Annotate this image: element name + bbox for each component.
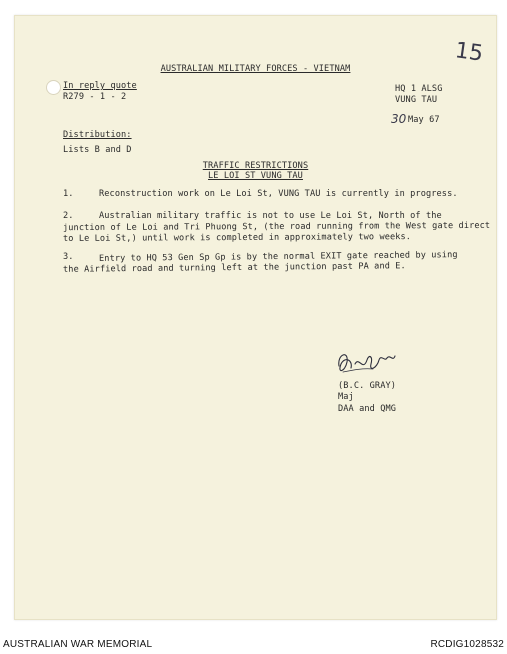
document-page [14,15,497,620]
footer-record-id: RCDIG1028532 [430,639,504,650]
title-line-2: LE LOI ST VUNG TAU [208,171,303,181]
date-month: May 67 [408,115,440,125]
para3-number: 3. [63,252,74,262]
hq-unit: HQ 1 ALSG [395,84,443,94]
para2-line2: junction of Le Loi and Tri Phuong St, (the road running from the West gate direct [62,220,491,234]
signatory-rank: Maj [338,392,354,402]
para2-number: 2. [63,211,74,221]
title-line-1: TRAFFIC RESTRICTIONS [202,161,309,171]
date-day-handwritten: 30 [391,112,407,126]
document-header: AUSTRALIAN MILITARY FORCES - VIETNAM [160,64,351,74]
reference-number: R279 - 1 - 2 [63,92,127,102]
signatory-role: DAA and QMG [338,404,397,414]
signatory-name: (B.C. GRAY) [338,381,397,391]
reply-quote-label: In reply quote [63,81,137,91]
hq-location: VUNG TAU [395,95,438,105]
para3-line1: Entry to HQ 53 Gen Sp Gp is by the normal EXIT gate reached by using [98,250,458,264]
page-mark-handwritten: 15 [453,38,485,67]
distribution-lists: Lists B and D [63,145,132,155]
signature-scribble [333,342,401,382]
para1-number: 1. [63,189,74,199]
punch-hole [46,80,61,95]
footer-source: AUSTRALIAN WAR MEMORIAL [3,639,153,650]
para2-line1: Australian military traffic is not to use Le Loi St, North of the [99,211,442,221]
distribution-label: Distribution: [63,130,132,140]
para3-line2: the Airfield road and turning left at the junction past PA and E. [62,261,406,275]
para1-text: Reconstruction work on Le Loi St, VUNG TAU is currently in progress. [99,189,458,199]
para2-line3: to Le Loi St,) until work is completed in approximately two weeks. [62,232,412,244]
